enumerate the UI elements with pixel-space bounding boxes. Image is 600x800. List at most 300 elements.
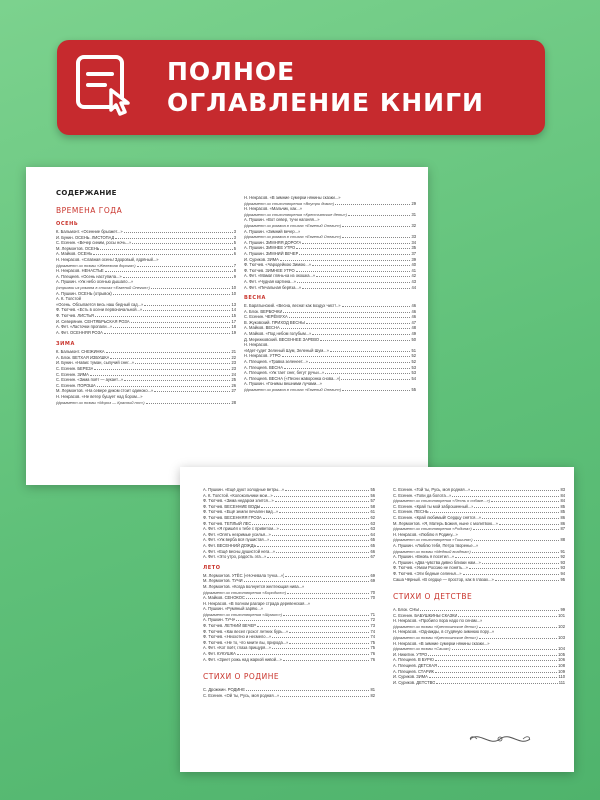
toc-entry-leader xyxy=(151,288,231,289)
toc-entry-title: С. Есенин. ЧЕРЁМУХА xyxy=(244,314,288,320)
spring-entries xyxy=(244,303,416,393)
toc-entry-leader xyxy=(438,666,557,667)
toc-entry-leader xyxy=(482,518,559,519)
toc-entry-title: А. Пушкин. ЗИМНЕЕ УТРО xyxy=(244,245,296,251)
toc-entry-page: 48 xyxy=(411,325,416,331)
toc-entry-title: (фрагмент из романа в стихах «Евгений Онегин») xyxy=(244,387,342,392)
toc-entry-title: С. Есенин. «Край любимый! Сердцу снятся...» xyxy=(393,514,482,520)
toc-entry-page: 3 xyxy=(233,229,236,234)
section-heading-summer: ЛЕТО xyxy=(203,564,221,571)
part-heading-childhood: СТИХИ О ДЕТСТВЕ xyxy=(393,592,473,602)
toc-entry-leader xyxy=(283,312,410,313)
toc-entry-page: 55 xyxy=(370,487,375,492)
toc-entry-page: 62 xyxy=(370,514,375,520)
toc-entry-leader xyxy=(135,363,230,364)
toc-entry-leader xyxy=(316,276,410,277)
toc-entry-leader xyxy=(276,552,369,553)
toc-entry-title: А. Плещеев. «Травка зеленеет...» xyxy=(244,359,308,365)
toc-entry-leader xyxy=(469,568,560,569)
toc-entry-page: 29 xyxy=(411,200,416,206)
toc-entry-leader xyxy=(463,574,560,575)
toc-entry-leader xyxy=(306,323,411,324)
toc-entry-leader xyxy=(263,518,370,519)
title-banner xyxy=(57,40,545,135)
toc-entry-leader xyxy=(143,310,230,311)
toc-entry-page: 46 xyxy=(411,314,416,320)
toc-entry-leader xyxy=(123,277,233,278)
toc-entry-page: 13 xyxy=(231,301,236,307)
toc-entry-page: 69 xyxy=(370,572,375,578)
toc-entry-leader xyxy=(95,316,231,317)
toc-entry-leader xyxy=(342,226,410,227)
toc-entry-leader xyxy=(113,294,231,295)
toc-entry-page: 101 xyxy=(558,612,565,618)
toc-entry-page: 23 xyxy=(231,366,236,372)
toc-entry-title: Ф. Тютчев. «Зима недаром злится...» xyxy=(203,498,274,504)
toc-entry-page: 5 xyxy=(233,245,236,251)
toc-entry-page: 111 xyxy=(558,679,565,685)
toc-entry-page: 50 xyxy=(411,336,416,342)
toc-entry-title: А. Пушкин. «Вот север, тучи нагоняя...» xyxy=(244,217,320,223)
toc-entry-page: 69 xyxy=(370,578,375,584)
toc-entry-page: 99 xyxy=(560,607,565,613)
toc-entry-page: 37 xyxy=(411,250,416,256)
toc-entry-title: А. Пушкин. ТУЧА xyxy=(203,617,236,623)
part-heading-homeland: СТИХИ О РОДИНЕ xyxy=(203,672,280,682)
toc-entry-title: А. Пушкин. ОСЕНЬ (отрывок) xyxy=(56,290,112,296)
toc-entry-leader xyxy=(458,616,557,617)
toc-entry-leader xyxy=(302,288,410,289)
toc-entry-leader xyxy=(297,282,411,283)
toc-entry-page: 3 xyxy=(233,234,236,240)
section-heading-autumn: ОСЕНЬ xyxy=(56,221,79,227)
toc-entry-title: И. Суриков. ДЕТСТВО xyxy=(393,679,436,685)
toc-entry-title: Ф. Тютчев. «Умом Россию не понять...» xyxy=(393,565,468,571)
toc-entry-title: И. Северянин. СЕНТЯБРЬСКАЯ РОЗА xyxy=(56,318,130,324)
toc-entry-title: А. Блок. СНЫ xyxy=(393,607,419,613)
toc-entry-page: 66 xyxy=(370,548,375,554)
toc-entry-page: 91 xyxy=(560,548,565,554)
toc-entry-title: А. К. Толстой. «Колокольчики мои...» xyxy=(203,492,273,498)
toc-entry-leader xyxy=(287,593,369,594)
toc-entry-page: 102 xyxy=(558,623,565,629)
toc-entry-page: 67 xyxy=(370,554,375,560)
toc-entry xyxy=(203,693,375,699)
toc-entry-title: В. Жуковский. ПРИХОД ВЕСНЫ xyxy=(244,319,305,325)
childhood-entries xyxy=(393,607,565,685)
toc-entry-title: А. Фет. «Опять незримые усилья...» xyxy=(203,531,271,537)
toc-entry-leader xyxy=(124,380,230,381)
toc-entry-leader xyxy=(335,204,410,205)
toc-entry-leader xyxy=(280,696,369,697)
toc-entry-page: 88 xyxy=(560,537,565,543)
toc-entry-leader xyxy=(272,637,369,638)
toc-entry-page: 24 xyxy=(231,371,236,377)
toc-entry-page: 31 xyxy=(411,211,416,217)
toc-entry-leader xyxy=(320,340,410,341)
toc-entry-page: 76 xyxy=(370,656,375,662)
toc-entry-title: (фрагмент из стихотворения «Шумит») xyxy=(203,611,283,617)
toc-entry-title: А. Пушкин. «Ещё дуют холодные ветры...» xyxy=(203,487,284,492)
section-heading-spring: ВЕСНА xyxy=(244,295,266,302)
toc-entry-title: Н. Некрасов. «В зимние сумерки нянины сказки...» xyxy=(244,195,341,200)
toc-entry-title: Н. Некрасов. «Не ветер бушует над бором...» xyxy=(56,394,143,400)
toc-entry-leader xyxy=(289,643,369,644)
toc-entry-title: А. Плещеев. СТАРИК xyxy=(393,668,434,674)
toc-entry-leader xyxy=(272,648,370,649)
toc-entry-title: М. Лермонтов. УТЁС («Ночевала тучка...») xyxy=(203,572,285,578)
spring-entries-continued xyxy=(203,487,375,560)
toc-entry-page: 19 xyxy=(231,329,236,335)
toc-entry-title: С. Есенин. ПОРОША xyxy=(56,382,96,388)
toc-entry-page: 58 xyxy=(370,503,375,509)
toc-entry-leader xyxy=(110,358,230,359)
toc-entry-title: (фрагмент из стихотворения «Внутри дома») xyxy=(244,200,335,206)
toc-entry-title: С. Есенин. БАБУШКИНЫ СКАЗКИ xyxy=(393,612,458,618)
toc-entry-title: (фрагмент из романа в стихах «Евгений Онегин») xyxy=(244,234,342,240)
toc-entry-leader xyxy=(330,351,411,352)
toc-entry-page: 10 xyxy=(231,290,236,296)
toc-entry-leader xyxy=(137,266,233,267)
toc-entry-leader xyxy=(482,563,560,564)
toc-entry-page: 85 xyxy=(560,503,565,509)
toc-entry-page: 82 xyxy=(370,692,375,698)
toc-entry-title: Д. Мережковский. ВЕСЕННЕЕ ЗАРЕВО xyxy=(244,336,320,342)
part-heading-seasons: ВРЕМЕНА ГОДА xyxy=(56,206,123,215)
toc-entry-leader xyxy=(131,322,231,323)
toc-entry-page: 39 xyxy=(411,256,416,262)
toc-entry-page: 103 xyxy=(558,635,565,641)
toc-entry-title: С. Есенин. «Топи да болота...» xyxy=(393,492,452,498)
toc-entry-leader xyxy=(281,328,411,329)
toc-entry-leader xyxy=(154,391,230,392)
toc-entry-page: 25 xyxy=(231,377,236,383)
toc-entry-page: 109 xyxy=(558,668,565,674)
toc-entry-page: 35 xyxy=(411,245,416,251)
toc-entry-page: 76 xyxy=(370,651,375,657)
toc-entry-leader xyxy=(261,507,369,508)
toc-entry-leader xyxy=(436,683,557,684)
toc-entry-title: (фрагмент из поэмы «Саша») xyxy=(393,646,451,652)
toc-entry-title: К. Бальмонт. «Осенние брызжет...» xyxy=(56,229,123,234)
toc-entry-title: А. Фет. «Это утро, радость эта...» xyxy=(203,554,267,560)
banner-title xyxy=(167,56,533,118)
toc-entry-title: Н. Некрасов. «Пробило пора надо по сенам...» xyxy=(393,618,483,624)
toc-entry-title: С. Есенин. «Зима поёт — аукает...» xyxy=(56,377,124,383)
toc-entry-note xyxy=(244,387,416,393)
toc-entry-leader xyxy=(309,362,411,363)
toc-entry-page: 108 xyxy=(558,663,565,669)
toc-entry-page: 33 xyxy=(411,234,416,240)
toc-entry-leader xyxy=(296,248,410,249)
toc-entry-page: 63 xyxy=(370,526,375,532)
toc-entry-leader xyxy=(280,529,370,530)
toc-entry-leader xyxy=(244,581,370,582)
toc-entry-page: 18 xyxy=(231,324,236,330)
toc-entry-title: (фрагмент из стихотворения «Тишина») xyxy=(393,537,473,543)
toc-entry-title: А. Плещеев. «Осень наступила...» xyxy=(56,273,122,279)
toc-entry-title: А. Майков. ОСЕНЬ xyxy=(56,251,93,257)
toc-entry-leader xyxy=(495,580,560,581)
toc-entry-leader xyxy=(341,379,410,380)
toc-entry-title: Ф. Тютчев. «Как весел грохот летних бурь...» xyxy=(203,628,289,634)
toc-entry-title: (фрагмент из поэмы «Крестьянские дети») xyxy=(393,635,478,641)
toc-entry-leader xyxy=(420,610,559,611)
toc-entry-leader xyxy=(491,501,559,502)
toc-entry-title: А. Фет. «Зреет рожь над жаркой нивой...» xyxy=(203,656,282,662)
toc-entry-title: А. Майков. ВЕСНА xyxy=(244,325,280,331)
toc-entry-page: 53 xyxy=(411,370,416,376)
toc-entry-leader xyxy=(246,690,369,691)
toc-page-2-right-column xyxy=(393,487,565,685)
toc-entry-page: 34 xyxy=(411,239,416,245)
toc-entry-title: А. Плещеев. «Уж тает снег, бегут ручьи...» xyxy=(244,370,325,376)
toc-entry-page: 8 xyxy=(233,268,236,274)
toc-entry-title: А. Пушкин. «Вновь я посетил...» xyxy=(393,554,455,560)
toc-entry-page: 110 xyxy=(558,674,565,680)
toc-entry-title: М. Лермонтов. ОСЕНЬ xyxy=(56,245,100,251)
toc-entry-page: 106 xyxy=(558,657,565,663)
toc-entry-title: Н. Некрасов. «Люблю я Родину...» xyxy=(393,531,458,537)
toc-entry-title: Ф. Тютчев. ЛИСТЬЯ xyxy=(56,312,94,318)
toc-entry-title: Н. Некрасов. «В зимние сумерки нянины сказки...» xyxy=(393,640,490,646)
toc-entry-page: 28 xyxy=(231,399,236,405)
toc-entry-leader xyxy=(285,576,369,577)
toc-entry-leader xyxy=(299,254,410,255)
toc-entry-page: 94 xyxy=(560,570,565,576)
toc-entry-title: Ф. Тютчев. «Не то, что мните вы, природа...» xyxy=(203,639,289,645)
toc-entry xyxy=(393,577,565,583)
winter-entries-continued xyxy=(244,195,416,290)
toc-entry-page: 65 xyxy=(370,542,375,548)
toc-entry-leader xyxy=(275,501,370,502)
toc-entry-page: 55 xyxy=(411,387,416,392)
toc-entry-title: А. Блок. ВЕРБОЧКИ xyxy=(244,308,283,314)
toc-entry-page: 54 xyxy=(411,375,416,381)
toc-entry-page: 43 xyxy=(411,278,416,284)
toc-entry-title: (фрагмент из поэмы «Железная дорога») xyxy=(56,262,136,268)
toc-entry xyxy=(56,330,236,336)
toc-entry-page: 47 xyxy=(411,319,416,325)
toc-entry-leader xyxy=(452,649,558,650)
toc-page-2-left-column xyxy=(203,487,375,698)
toc-entry-page: 6 xyxy=(233,251,236,257)
toc-entry-leader xyxy=(282,356,411,357)
toc-entry-page: 51 xyxy=(411,347,416,353)
toc-entry-title: (фрагмент из стихотворения «Бородино») xyxy=(203,589,287,595)
toc-entry-title: (фрагмент из поэмы «Мороз — Красный нос») xyxy=(56,399,145,405)
toc-entry-title: С. Есенин. ПЕСНЬ xyxy=(393,509,429,515)
toc-entry-title: И. Бунин. «Навис туман, сыпучий снег...» xyxy=(56,360,135,366)
toc-entry-leader xyxy=(146,403,231,404)
toc-entry-title: А. Пушкин. ЗИМНЯЯ ДОРОГА xyxy=(244,239,302,245)
document-pointer-icon xyxy=(75,54,137,120)
toc-entry-title: А. Фет. «Я пришёл к тебе с приветом...» xyxy=(203,526,279,532)
toc-entry-leader xyxy=(474,507,559,508)
toc-page-1-left-column xyxy=(56,189,236,405)
toc-entry-title: А. Фет. «Ещё весны душистой нега...» xyxy=(203,548,276,554)
toc-entry-leader xyxy=(132,243,232,244)
toc-entry-title: А. Плещеев. ВЕСНА xyxy=(244,364,284,370)
toc-entry-page: 85 xyxy=(560,509,565,515)
toc-entry-leader xyxy=(270,540,369,541)
toc-entry-title: С. Есенин. «Ой ты, Русь, моя родная...» xyxy=(203,692,280,698)
toc-entry-page: 93 xyxy=(560,559,565,565)
toc-entry-page: 61 xyxy=(370,509,375,515)
toc-entry-page: 57 xyxy=(370,498,375,504)
toc-entry-leader xyxy=(348,215,410,216)
toc-entry-title: С. Есенин. «Вечер синим, росы ночь...» xyxy=(56,240,132,246)
toc-entry-leader xyxy=(283,615,369,616)
toc-entry-title: М. Лермонтов. «Я, Матерь Божия, ныне с молитвою...» xyxy=(393,520,498,526)
toc-entry-page: 105 xyxy=(558,651,565,657)
toc-entry-leader xyxy=(274,496,370,497)
toc-entry-title: Ф. Тютчев. ЛЕТНИЙ ВЕЧЕР xyxy=(203,623,256,629)
toc-entry-leader xyxy=(246,598,370,599)
toc-entry-leader xyxy=(104,333,231,334)
toc-entry-leader xyxy=(455,557,559,558)
toc-entry-title: А. Фет. «Чудная картина...» xyxy=(244,278,296,284)
toc-entry-page: 87 xyxy=(560,526,565,532)
toc-entry-leader xyxy=(280,260,411,261)
toc-entry-title: А. Фет. «Мама! глянь-ка из окошка...» xyxy=(244,273,316,279)
toc-entry-page: 104 xyxy=(558,646,565,652)
toc-entry-title: И. Суриков. ЗИМА xyxy=(393,674,428,680)
toc-entry-page: 81 xyxy=(370,687,375,693)
toc-entry-title: С. Есенин. «Край ты мой заброшенный...» xyxy=(393,503,474,509)
toc-page-1 xyxy=(26,167,428,485)
homeland-entries-continued xyxy=(393,487,565,582)
toc-entry-leader xyxy=(429,677,558,678)
toc-entry-leader xyxy=(97,386,231,387)
toc-entry-page: 70 xyxy=(370,589,375,595)
toc-entry-leader xyxy=(285,490,369,491)
toc-entry-title: А. Плещеев. В БУРЮ xyxy=(393,657,434,663)
section-heading-winter: ЗИМА xyxy=(56,341,75,348)
toc-entry-title: С. Есенин. «Гой ты, Русь, моя родная...» xyxy=(393,487,471,492)
toc-entry-title: Ф. Тютчев. «Неохотно и несмело...» xyxy=(203,634,272,640)
toc-entry-leader xyxy=(289,632,369,633)
toc-entry-title: А. Блок. ВЕТХАЯ ИЗБУШКА xyxy=(56,354,110,360)
toc-entry-title: А. Пушкин. ЗИМНИЙ ВЕЧЕР xyxy=(244,250,299,256)
toc-entry-title: «Идет-гудет Зеленый Шум, Зеленый Шум...» xyxy=(244,347,329,353)
toc-entry-title: М. Лермонтов. «Когда волнуется желтеющая нива...» xyxy=(203,583,305,589)
toc-entry xyxy=(393,680,565,686)
banner-title-line-2: ОГЛАВЛЕНИЕ КНИГИ xyxy=(167,88,484,117)
toc-entry-title: Ф. Тютчев. «Ещё земли печален вид...» xyxy=(203,509,279,515)
toc-entry-title: Ф. Тютчев. «Чародейкою Зимою...» xyxy=(244,262,312,268)
toc-entry-leader xyxy=(124,232,233,233)
toc-entry-title: (отрывок из романа в стихах «Евгений Онегин») xyxy=(56,284,150,290)
toc-entry-title: Н. Некрасов. УТРО xyxy=(244,353,281,359)
toc-entry-page: 93 xyxy=(560,565,565,571)
toc-entry-page: 73 xyxy=(370,623,375,629)
toc-entry-page: 21 xyxy=(231,349,236,355)
toc-entry-page: 7 xyxy=(233,262,236,268)
toc-entry-title: А. Пушкин. «Люблю тебя, Петра творенье...» xyxy=(393,542,479,548)
toc-entry-title: А. Плещеев. ВЕСНА («Песни жаворонка снова...») xyxy=(244,375,341,381)
toc-entry-page: 64 xyxy=(370,531,375,537)
toc-entry-leader xyxy=(279,512,369,513)
toc-entry-leader xyxy=(312,334,410,335)
toc-entry xyxy=(244,285,416,291)
toc-entry xyxy=(203,657,375,663)
toc-entry-title: Н. Некрасов. «Мальчик, как...» xyxy=(244,206,303,212)
toc-entry-title: М. Лермонтов. «На севере диком стоит одиноко...» xyxy=(56,388,154,394)
toc-entry-page: 63 xyxy=(370,520,375,526)
toc-entry-title: А. Пушкин. «Гонимы вешними лучами...» xyxy=(244,381,322,387)
toc-entry-title: А. Фет. «Уж верба вся пушистая...» xyxy=(203,537,270,543)
toc-entry-page: 83 xyxy=(560,487,565,492)
toc-entry-title: Ф. Тютчев. ЗИМНЕЕ УТРО xyxy=(244,267,295,273)
toc-entry-page: 27 xyxy=(231,388,236,394)
toc-entry-leader xyxy=(435,672,557,673)
toc-entry-page: 26 xyxy=(231,382,236,388)
toc-entry-title: «Осень. Обсыпается весь наш бедный сад...» xyxy=(56,301,144,307)
toc-entry-leader xyxy=(284,368,410,369)
toc-entry-leader xyxy=(100,249,232,250)
toc-page-2 xyxy=(180,467,574,772)
toc-entry-title: М. Лермонтов. ТУЧИ xyxy=(203,578,243,584)
toc-entry-page: 65 xyxy=(370,537,375,543)
toc-entry-page: 84 xyxy=(560,498,565,504)
toc-entry-title: Ф. Тютчев. ВЕСЕННЯЯ ГРОЗА xyxy=(203,514,262,520)
toc-entry-page: 15 xyxy=(231,312,236,318)
toc-entry-title: Н. Некрасов. «В полном разгаре страда деревенская...» xyxy=(203,600,311,606)
toc-entry-title: А. Плещеев. ДЕТСКАЯ xyxy=(393,663,437,669)
toc-entry-leader xyxy=(257,546,369,547)
toc-heading: СОДЕРЖАНИЕ xyxy=(56,189,117,197)
toc-page-1-right-column xyxy=(244,195,416,393)
toc-entry-title: Ф. Тютчев. ТЕПЛЫЙ ЛЕС xyxy=(203,520,252,526)
toc-entry-page: 44 xyxy=(411,284,416,290)
toc-entry-leader xyxy=(296,271,411,272)
toc-entry-title: Н. Некрасов. «Однажды, в студёную зимнюю пору...» xyxy=(393,629,495,635)
autumn-entries xyxy=(56,229,236,335)
toc-entry-page: 74 xyxy=(370,634,375,640)
toc-entry-leader xyxy=(325,373,410,374)
toc-entry-page: 46 xyxy=(411,308,416,314)
toc-entry-page: 75 xyxy=(370,639,375,645)
toc-entry-leader xyxy=(289,317,411,318)
toc-entry-page: 95 xyxy=(560,576,565,582)
toc-entry-leader xyxy=(283,660,370,661)
toc-entry-title: С. Дрожжин. РОДИНЕ xyxy=(203,687,245,693)
toc-entry-page: 9 xyxy=(233,273,236,279)
toc-entry-title: А. Фет. ОСЕННЯЯ РОЗА xyxy=(56,329,103,335)
toc-entry-leader xyxy=(113,327,230,328)
toc-entry-title: А. Фет. «Кот поёт, глаза прищуря...» xyxy=(203,645,271,651)
toc-entry-leader xyxy=(90,375,231,376)
toc-entry-page: 46 xyxy=(411,303,416,309)
toc-entry-title: Н. Некрасов. «Славная осень! Здоровый, ядрёный...» xyxy=(56,256,159,262)
toc-entry-leader xyxy=(428,655,557,656)
toc-entry-title: И. Суриков. ЗИМА xyxy=(244,256,279,262)
toc-entry-leader xyxy=(105,271,233,272)
homeland-entries xyxy=(203,687,375,698)
toc-entry-page: 92 xyxy=(560,554,565,560)
toc-entry-title: И. Никитин. УТРО xyxy=(393,651,428,657)
toc-entry-leader xyxy=(435,660,557,661)
toc-entry-title: А. Фет. «Ласточки пропали...» xyxy=(56,324,113,330)
toc-entry-title: С. Есенин. БЕРЕЗА xyxy=(56,366,94,372)
toc-entry-page: 23 xyxy=(231,360,236,366)
toc-entry-leader xyxy=(312,265,410,266)
toc-entry-title: А. Пушкин. «Уж небо осенью дышало...» xyxy=(56,279,134,285)
toc-entry-page: 86 xyxy=(560,520,565,526)
toc-entry-page: 56 xyxy=(370,492,375,498)
toc-entry-title: Е. Баратынский. «Весна, весна! как воздух чист!..» xyxy=(244,303,341,309)
